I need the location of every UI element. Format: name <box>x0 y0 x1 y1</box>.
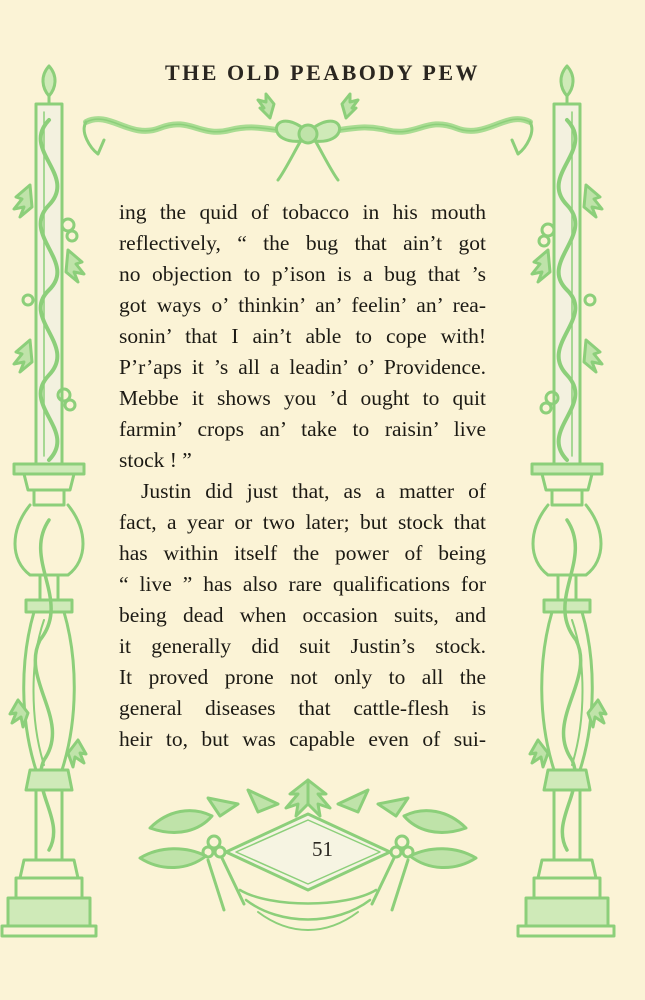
text-line: reflectively, “ the bug that ain’t got <box>119 231 486 255</box>
text-line: has within itself the power of being <box>119 541 486 565</box>
page-number: 51 <box>312 837 333 861</box>
text-line: general diseases that cattle-flesh is <box>119 696 486 720</box>
text-line: no objection to p’ison is a bug that ’s <box>119 262 486 286</box>
text-line: being dead when occasion suits, and <box>119 603 486 627</box>
text-line: got ways o’ thinkin’ an’ feelin’ an’ rea- <box>119 293 486 317</box>
text-line: P’r’aps it ’s all a leadin’ o’ Providence. <box>119 355 486 379</box>
text-line: ing the quid of tobacco in his mouth <box>119 200 486 224</box>
text-line: stock ! ” <box>119 448 192 472</box>
ribbon-bow-ornament <box>84 94 532 180</box>
text-line: fact, a year or two later; but stock that <box>119 510 486 534</box>
text-line: it generally did suit Justin’s stock. <box>119 634 486 658</box>
text-line: sonin’ that I ain’t able to cope with! <box>119 324 486 348</box>
text-line: It proved prone not only to all the <box>119 665 486 689</box>
text-line: heir to, but was capable even of sui- <box>119 727 486 751</box>
text-line: farmin’ crops an’ take to raisin’ live <box>119 417 486 441</box>
running-head: THE OLD PEABODY PEW <box>165 60 480 85</box>
text-line: “ live ” has also rare qualifications for <box>119 572 486 596</box>
body-text <box>119 197 486 755</box>
candlestick-right-ornament <box>518 66 614 936</box>
text-line: Justin did just that, as a matter of <box>141 479 486 503</box>
candlestick-left-ornament <box>2 66 96 936</box>
text-line: Mebbe it shows you ’d ought to quit <box>119 386 486 410</box>
